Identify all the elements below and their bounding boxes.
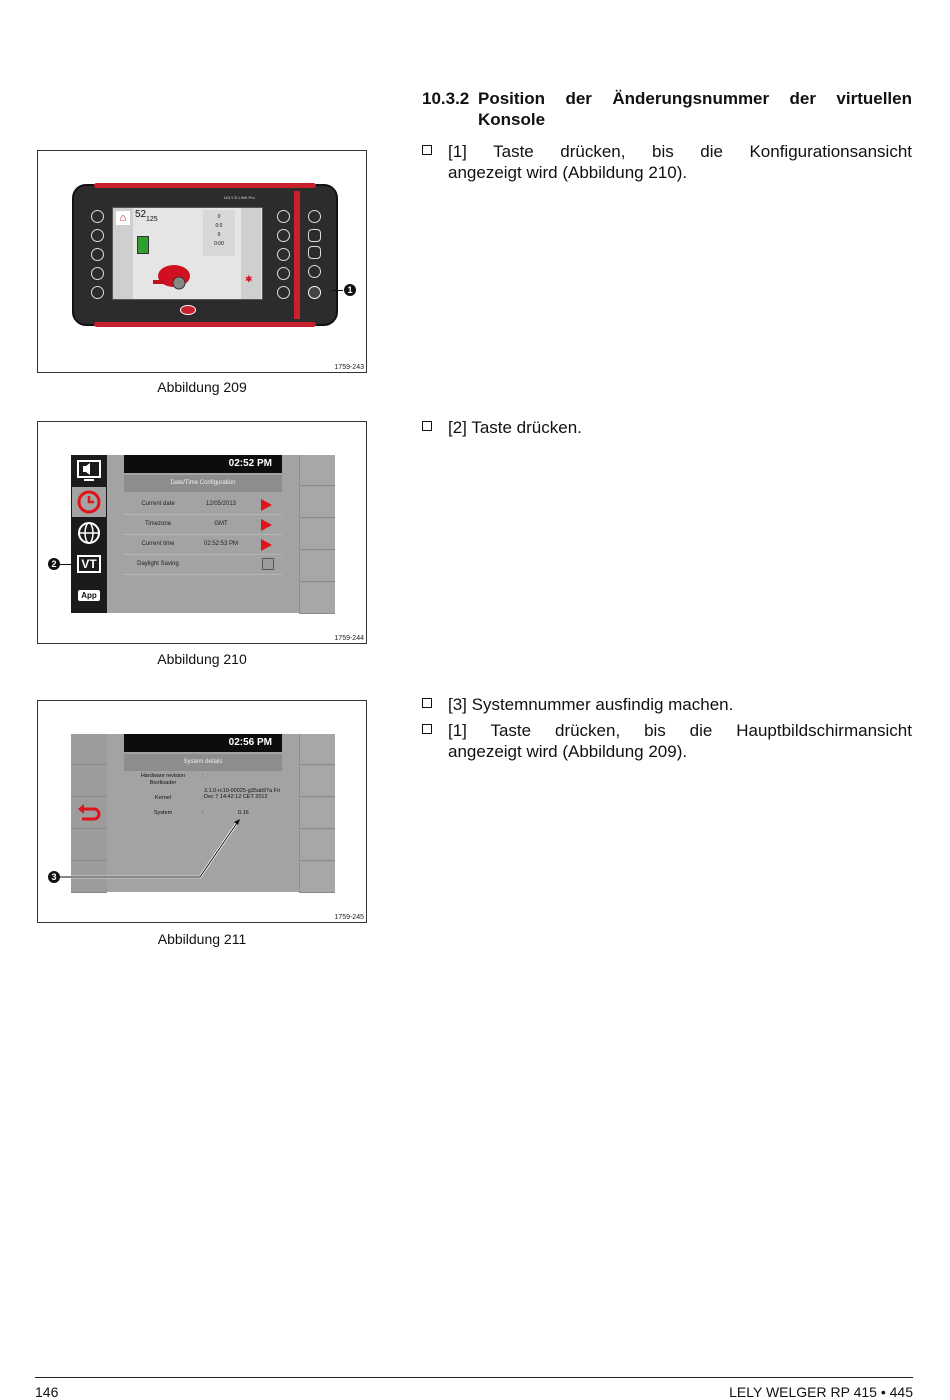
fill-level-bar xyxy=(137,236,149,254)
table-row[interactable] xyxy=(124,535,282,555)
row-value: 12/05/2013 xyxy=(205,501,237,507)
softkey[interactable] xyxy=(299,519,335,550)
row-label: Current date xyxy=(141,501,175,507)
menu-key[interactable] xyxy=(308,286,321,299)
table-row[interactable] xyxy=(124,555,282,575)
step-text-line1: [3] Systemnummer ausfindig machen. xyxy=(448,695,734,714)
console-device xyxy=(72,184,338,326)
console-brand: LELY E-LINK Pro xyxy=(224,195,255,200)
screen-value-52: 52 xyxy=(135,209,147,220)
esc-key[interactable] xyxy=(308,210,321,223)
row-value: GMT xyxy=(214,521,228,527)
speaker-monitor-icon[interactable] xyxy=(72,456,106,486)
row-value: 02:52:53 PM xyxy=(203,541,239,547)
ok-key[interactable] xyxy=(308,265,321,278)
row-separator: : xyxy=(202,810,204,816)
section-title-line2: Konsole xyxy=(478,110,546,129)
up-key[interactable] xyxy=(308,229,321,242)
clock-icon[interactable] xyxy=(72,487,106,517)
system-number-value: 0.16 xyxy=(238,810,249,816)
row-label: Kernel xyxy=(155,795,171,801)
row-label: System xyxy=(153,810,173,816)
datetime-screen xyxy=(71,455,335,613)
softkey[interactable] xyxy=(299,455,335,486)
f5-key[interactable] xyxy=(277,286,290,299)
document-title: LELY WELGER RP 415 • 445 xyxy=(729,1384,913,1400)
screen-value-125: 125 xyxy=(146,216,158,223)
f9-key[interactable] xyxy=(91,267,104,280)
row-label: Current time xyxy=(141,541,175,547)
screen-title: System details xyxy=(124,754,282,771)
figure-caption: Abbildung 211 xyxy=(157,931,247,947)
callout-3: 3 xyxy=(48,871,60,883)
row-label: Bootloader xyxy=(149,780,177,786)
checkbox-bullet-icon xyxy=(422,724,432,734)
row-label: Hardware revision xyxy=(140,773,186,779)
clock-bar: 02:52 PM xyxy=(124,455,282,473)
row-label: Daylight Saving xyxy=(137,561,179,567)
softkey[interactable] xyxy=(299,583,335,614)
figure-console xyxy=(37,150,367,373)
console-screen xyxy=(112,207,263,300)
app-icon[interactable]: App xyxy=(72,580,106,610)
screen-value-ratio: 0:0 xyxy=(215,223,223,229)
step-text-line1: [1] Taste drücken, bis die Hauptbildschirmansicht xyxy=(448,721,912,740)
arrow-right-icon[interactable] xyxy=(261,519,272,531)
clock-bar: 02:56 PM xyxy=(124,734,282,752)
figure-code: 1759-243 xyxy=(334,364,364,371)
row-label: Timezone xyxy=(144,521,172,527)
figure-caption: Abbildung 209 xyxy=(157,379,247,395)
figure-code: 1759-245 xyxy=(334,914,364,921)
step-text-line2: angezeigt wird (Abbildung 210). xyxy=(448,163,688,182)
screen-value-total: 0 xyxy=(217,232,221,238)
f1-key[interactable] xyxy=(277,210,290,223)
checkbox-bullet-icon xyxy=(422,421,432,431)
screen-title: Date/Time Configuration xyxy=(124,475,282,492)
baler-image xyxy=(151,258,197,294)
softkey[interactable] xyxy=(299,551,335,582)
softkey[interactable] xyxy=(299,487,335,518)
lely-logo xyxy=(180,305,196,315)
arrow-right-icon[interactable] xyxy=(261,539,272,551)
figure-code: 1759-244 xyxy=(334,635,364,642)
vt-icon[interactable]: VT xyxy=(72,549,106,579)
table-row[interactable] xyxy=(124,515,282,535)
daylight-saving-checkbox[interactable] xyxy=(262,558,274,570)
warning-icon: ✱ xyxy=(245,274,253,284)
row-separator: : xyxy=(202,795,204,801)
home-icon: ⌂ xyxy=(116,211,130,225)
figure-datetime xyxy=(37,421,367,644)
globe-icon[interactable] xyxy=(72,518,106,548)
checkbox-bullet-icon xyxy=(422,698,432,708)
f8-key[interactable] xyxy=(91,248,104,261)
figure-caption: Abbildung 210 xyxy=(157,651,247,667)
f2-key[interactable] xyxy=(277,229,290,242)
section-title-line1: Position der Änderungsnummer der virtuellen xyxy=(478,89,912,108)
f7-key[interactable] xyxy=(91,229,104,242)
screen-value-time: 0:00 xyxy=(214,241,224,247)
callout-1: 1 xyxy=(344,284,356,296)
f3-key[interactable] xyxy=(277,248,290,261)
row-separator: : xyxy=(202,773,204,779)
checkbox-bullet-icon xyxy=(422,145,432,155)
figure-system-details xyxy=(37,700,367,923)
kernel-value: 3.1.0-rc10-00025-g35ab97a Fri Dec 7 14:42:12 CET 2012 xyxy=(204,788,281,800)
step-text-line2: angezeigt wird (Abbildung 209). xyxy=(448,742,688,761)
table-row[interactable] xyxy=(124,495,282,515)
f10-key[interactable] xyxy=(91,286,104,299)
arrow-right-icon[interactable] xyxy=(261,499,272,511)
step-text-line1: [1] Taste drücken, bis die Konfigurationsansicht xyxy=(448,142,912,161)
f4-key[interactable] xyxy=(277,267,290,280)
callout-2: 2 xyxy=(48,558,60,570)
step-text-line1: [2] Taste drücken. xyxy=(448,418,582,437)
page-number: 146 xyxy=(35,1384,59,1400)
screen-value-count: 0 xyxy=(217,214,221,220)
section-number: 10.3.2 xyxy=(422,89,470,108)
callout-leader-line xyxy=(38,701,368,924)
footer-divider xyxy=(35,1377,913,1378)
softkey-column xyxy=(299,455,335,613)
f6-key[interactable] xyxy=(91,210,104,223)
down-key[interactable] xyxy=(308,246,321,259)
